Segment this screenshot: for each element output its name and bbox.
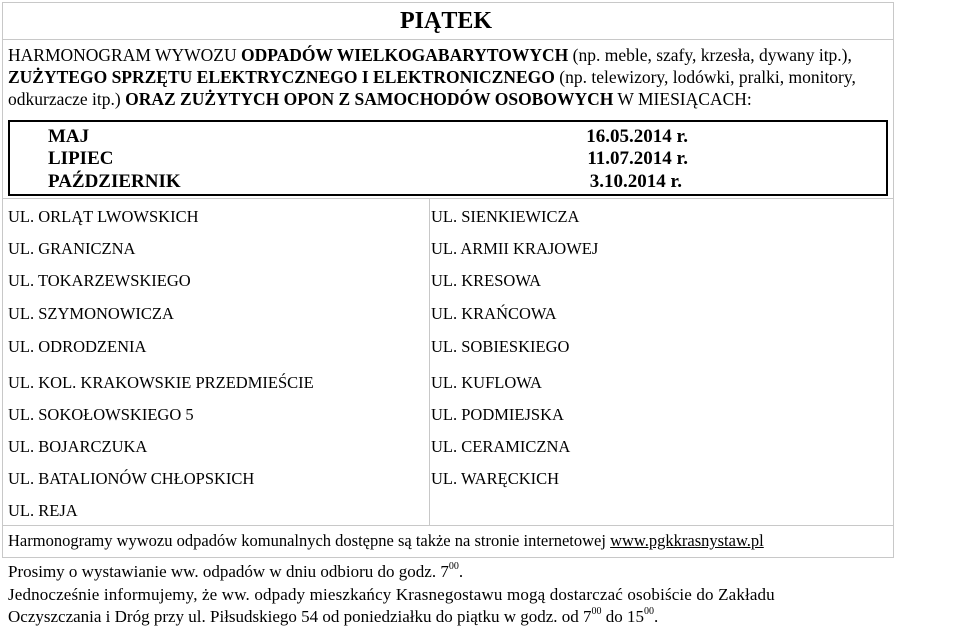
street-left: UL. SOKOŁOWSKIEGO 5 [8, 405, 194, 424]
street-right: UL. SIENKIEWICZA [431, 207, 580, 226]
schedule-date: 11.07.2014 r. [587, 148, 688, 169]
street-left: UL. GRANICZNA [8, 239, 136, 258]
schedule-row [10, 171, 886, 193]
street-left: UL. REJA [8, 501, 78, 520]
page-title: PIĄTEK [399, 8, 492, 34]
street-right: UL. PODMIEJSKA [431, 405, 564, 424]
info-text-a: Oczyszczania i Dróg przy ul. Piłsudskiego 54 od poniedziałku do piątku w godz. od 7 [8, 607, 592, 626]
request-superscript: 00 [448, 561, 459, 573]
schedule-month: PAŹDZIERNIK [48, 171, 181, 192]
street-left: UL. BATALIONÓW CHŁOPSKICH [8, 469, 255, 488]
street-right: UL. CERAMICZNA [431, 437, 571, 456]
street-left: UL. SZYMONOWICZA [8, 304, 174, 323]
schedule-box [8, 120, 888, 196]
street-right: UL. KRESOWA [431, 271, 541, 290]
schedule-month: MAJ [48, 126, 90, 147]
info-text-b: do 15 [601, 607, 645, 626]
intro-bold-1: ODPADÓW WIELKOGABARYTOWYCH [241, 45, 569, 65]
info-superscript-1: 00 [591, 606, 602, 618]
street-right: UL. SOBIESKIEGO [431, 337, 570, 356]
street-right: UL. ARMII KRAJOWEJ [431, 239, 599, 258]
intro-text-4: W MIESIĄCACH: [613, 89, 752, 109]
request-text: Prosimy o wystawianie ww. odpadów w dniu odbioru do godz. 7 [8, 562, 449, 581]
schedule-row [10, 148, 886, 170]
street-right: UL. WARĘCKICH [431, 469, 560, 488]
street-left: UL. ORLĄT LWOWSKICH [8, 207, 199, 226]
schedule-date: 16.05.2014 r. [586, 126, 688, 147]
website-link[interactable]: www.pgkkrasnystaw.pl [610, 531, 764, 550]
intro-bold-2: ZUŻYTEGO SPRZĘTU ELEKTRYCZNEGO I ELEKTRONICZNEGO [8, 67, 555, 87]
street-left: UL. ODRODZENIA [8, 337, 147, 356]
info-superscript-2: 00 [644, 606, 655, 618]
street-left: UL. BOJARCZUKA [8, 437, 148, 456]
schedule-row [10, 126, 886, 148]
intro-paragraph [8, 44, 888, 110]
street-right: UL. KRAŃCOWA [431, 304, 557, 323]
schedule-date: 3.10.2014 r. [589, 171, 682, 192]
intro-text-1: HARMONOGRAM WYWOZU [8, 45, 242, 65]
intro-bold-3: ORAZ ZUŻYTYCH OPON Z SAMOCHODÓW OSOBOWYCH [125, 89, 614, 109]
schedule-month: LIPIEC [48, 148, 114, 169]
info-line-2 [8, 607, 658, 627]
request-end: . [458, 562, 464, 581]
intro-text-3: (np. telewizory, lodówki, pralki, monitory, odkurzacze itp.) [8, 67, 856, 109]
street-left: UL. KOL. KRAKOWSKIE PRZEDMIEŚCIE [8, 373, 314, 392]
website-note [8, 531, 764, 551]
info-text-c: . [654, 607, 659, 626]
website-note-text: Harmonogramy wywozu odpadów komunalnych dostępne są także na stronie internetowej [8, 531, 611, 550]
street-left: UL. TOKARZEWSKIEGO [8, 271, 191, 290]
street-right: UL. KUFLOWA [431, 373, 542, 392]
info-line-1: Jednocześnie informujemy, że ww. odpady mieszkańcy Krasnegostawu mogą dostarczać osobiście do Zakładu [8, 585, 775, 604]
request-note [8, 562, 463, 582]
intro-text-2: (np. meble, szafy, krzesła, dywany itp.), [568, 45, 852, 65]
